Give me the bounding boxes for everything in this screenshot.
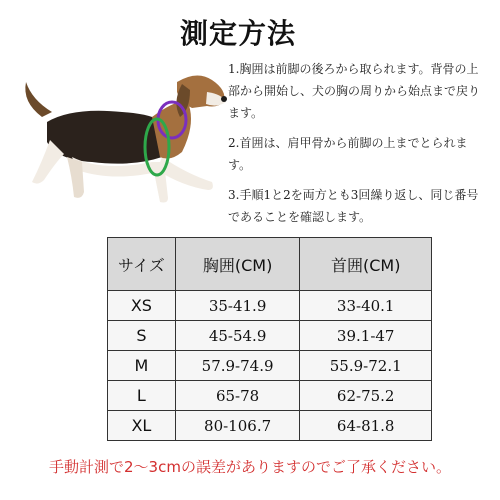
note-chest: 1.胸囲は前脚の後ろから取られます。背骨の上部から開始し、犬の胸の周りから始点まで戻ります。: [228, 62, 481, 120]
chest-cell: 65-78: [175, 381, 300, 411]
size-table: [107, 237, 432, 441]
header-size: サイズ: [108, 238, 176, 291]
neck-cell: 64-81.8: [300, 411, 432, 441]
table-row: [108, 291, 432, 321]
table-header-row: [108, 238, 432, 291]
table-row: [108, 381, 432, 411]
chest-cell: 35-41.9: [175, 291, 300, 321]
accuracy-disclaimer: 手動計測で2～3cmの誤差がありますのでご了承ください。: [49, 458, 451, 476]
table-row: [108, 351, 432, 381]
dog-measurement-illustration: [12, 62, 232, 212]
note-repeat: 3.手順1と2を両方とも3回繰り返し、同じ番号であることを確認します。: [228, 188, 479, 224]
neck-cell: 55.9-72.1: [300, 351, 432, 381]
chest-cell: 45-54.9: [175, 321, 300, 351]
neck-cell: 33-40.1: [300, 291, 432, 321]
size-cell: L: [108, 381, 176, 411]
header-chest: 胸囲(CM): [175, 238, 300, 291]
table-row: [108, 321, 432, 351]
neck-cell: 62-75.2: [300, 381, 432, 411]
page-title: 測定方法: [180, 17, 297, 50]
size-cell: XL: [108, 411, 176, 441]
chest-cell: 80-106.7: [175, 411, 300, 441]
size-cell: XS: [108, 291, 176, 321]
size-cell: S: [108, 321, 176, 351]
neck-cell: 39.1-47: [300, 321, 432, 351]
measurement-notes: [228, 58, 490, 236]
header-neck: 首囲(CM): [300, 238, 432, 291]
note-neck: 2.首囲は、肩甲骨から前脚の上までとられます。: [228, 136, 468, 172]
chest-cell: 57.9-74.9: [175, 351, 300, 381]
table-row: [108, 411, 432, 441]
size-cell: M: [108, 351, 176, 381]
